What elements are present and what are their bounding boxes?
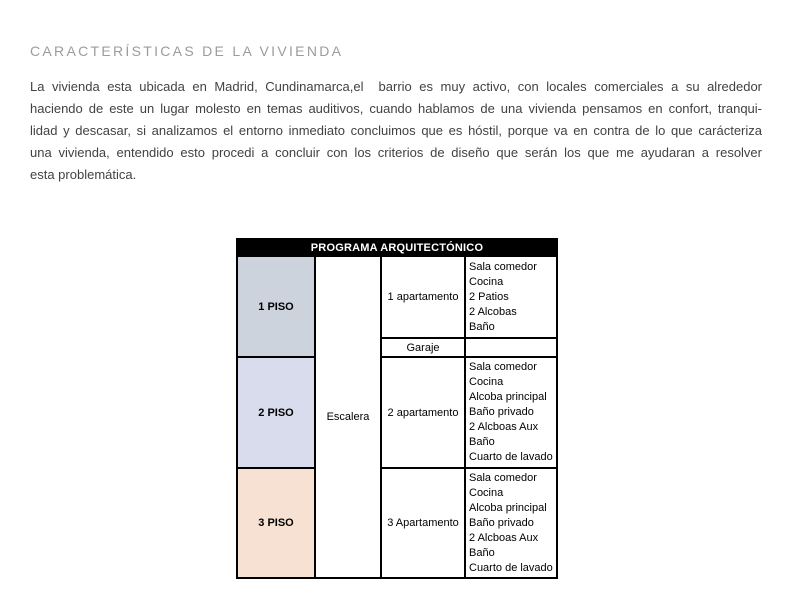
room-item: Baño <box>469 436 495 448</box>
floor-2-row <box>237 357 557 468</box>
room-item: Cocina <box>469 486 504 499</box>
paragraph-line: La vivienda esta ubicada en Madrid, Cundinamarca,el barrio es muy activo, con locales comerciales a su alrededor <box>30 79 762 94</box>
program-table <box>236 238 558 579</box>
floor-3-row <box>237 468 557 578</box>
room-item: Baño <box>469 546 495 559</box>
table-header-row <box>237 239 557 256</box>
rooms-3-cell <box>465 468 557 578</box>
body-paragraph <box>30 76 762 186</box>
rooms-2-cell <box>465 357 557 468</box>
room-item: Sala comedor <box>469 471 537 484</box>
floor-1-cell: 1 PISO <box>237 256 315 357</box>
garaje-cell: Garaje <box>381 338 465 357</box>
apartment-3-cell: 3 Apartamento <box>381 468 465 578</box>
floor-2-cell: 2 PISO <box>237 357 315 468</box>
room-item: Cocina <box>469 275 504 288</box>
room-item: Baño privado <box>469 516 534 529</box>
room-item: Cuarto de lavado <box>469 451 553 463</box>
room-item: Alcoba principal <box>469 391 547 403</box>
escalera-cell: Escalera <box>315 256 381 578</box>
room-item: 2 Alcboas Aux <box>469 421 539 433</box>
room-item: Cocina <box>469 376 504 388</box>
paragraph-line: haciendo de este un lugar molesto en temas auditivos, cuando hablamos de una vivienda pensamos en confort, tranqui- <box>30 101 762 116</box>
paragraph-line: esta problemática. <box>30 167 137 182</box>
room-item: 2 Alcobas <box>469 305 517 318</box>
garaje-empty-cell <box>465 338 557 357</box>
room-item: Baño <box>469 320 495 333</box>
room-item: Baño privado <box>469 406 534 418</box>
floor-1-row <box>237 256 557 338</box>
rooms-1-cell <box>465 256 557 338</box>
room-item: Cuarto de lavado <box>469 561 553 574</box>
room-item: Alcoba principal <box>469 501 547 514</box>
room-item: 2 Alcboas Aux <box>469 531 539 544</box>
paragraph-line: una vivienda, entendido esto procedi a concluir con los criterios de diseño que serán los que me ayudaran a resolver <box>30 145 762 160</box>
room-item: 2 Patios <box>469 290 509 303</box>
page-title: CARACTERÍSTICAS DE LA VIVIENDA <box>30 43 344 59</box>
floor-3-cell: 3 PISO <box>237 468 315 578</box>
apartment-2-cell: 2 apartamento <box>381 357 465 468</box>
paragraph-line: lidad y descasar, si analizamos el entorno inmediato concluimos que es hóstil, porque va en contra de lo que carácteriza <box>30 123 762 138</box>
table-title: PROGRAMA ARQUITECTÓNICO <box>237 239 557 256</box>
apartment-1-cell: 1 apartamento <box>381 256 465 338</box>
room-item: Sala comedor <box>469 260 537 273</box>
room-item: Sala comedor <box>469 361 537 373</box>
